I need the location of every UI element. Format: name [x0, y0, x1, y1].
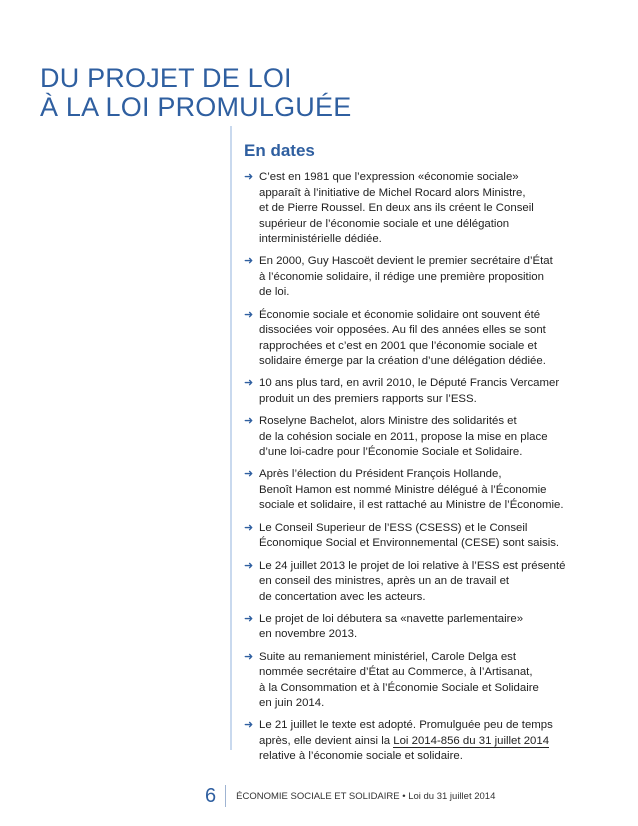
timeline-item-line: de la cohésion sociale en 2011, propose la mise en place	[259, 430, 548, 443]
law-reference-link[interactable]: Loi 2014-856 du 31 juillet 2014	[393, 734, 550, 747]
timeline-item-line: Après l’élection du Président François Hollande,	[259, 468, 502, 481]
section-heading: En dates	[244, 141, 315, 160]
arrow-right-icon: ➜	[244, 468, 254, 481]
timeline-item	[244, 650, 584, 712]
timeline-item-line: 10 ans plus tard, en avril 2010, le Député Francis Vercamer	[259, 377, 560, 390]
timeline-item-line: solidaire émerge par la création d’une délégation dédiée.	[259, 355, 546, 368]
timeline-item-line: sociale et solidaire, il est rattaché au Ministre de l’Économie.	[259, 499, 564, 512]
timeline-item-line: Le Conseil Superieur de l’ESS (CSESS) et le Conseil	[259, 521, 528, 534]
timeline-item	[244, 612, 584, 643]
timeline-item-line: à l’économie solidaire, il rédige une première proposition	[259, 270, 544, 283]
arrow-right-icon: ➜	[244, 612, 254, 625]
arrow-right-icon: ➜	[244, 308, 254, 321]
timeline-item	[244, 414, 584, 461]
vertical-rule	[230, 126, 232, 750]
timeline-item-line: en novembre 2013.	[259, 628, 358, 641]
arrow-right-icon: ➜	[244, 650, 254, 663]
arrow-right-icon: ➜	[244, 255, 254, 268]
page-number: 6	[205, 785, 217, 807]
timeline-item-line: Économie sociale et économie solidaire ont souvent été	[259, 308, 541, 321]
timeline-item-line: en juin 2014.	[259, 697, 325, 710]
timeline-item-line: En 2000, Guy Hascoët devient le premier secrétaire d’État	[259, 255, 553, 268]
page-title	[40, 64, 351, 122]
timeline-item	[244, 467, 584, 514]
timeline-item	[244, 308, 584, 370]
timeline-item	[244, 170, 584, 248]
arrow-right-icon: ➜	[244, 521, 254, 534]
timeline-item-line: et de Pierre Roussel. En deux ans ils créent le Conseil	[259, 202, 534, 214]
page-footer	[205, 783, 495, 807]
timeline-item-line	[259, 734, 584, 750]
arrow-right-icon: ➜	[244, 415, 254, 428]
timeline-list	[244, 170, 584, 772]
timeline-item-line: relative à l’économie sociale et solidaire.	[259, 750, 463, 763]
timeline-item-line: Roselyne Bachelot, alors Ministre des solidarités et	[259, 415, 517, 428]
timeline-item-text: après, elle devient ainsi la	[259, 734, 394, 747]
timeline-item-line: à la Consommation et à l’Économie Sociale et Solidaire	[259, 681, 539, 694]
timeline-item-line: interministérielle dédiée.	[259, 233, 382, 245]
arrow-right-icon: ➜	[244, 719, 254, 732]
timeline-item-line: Économique Social et Environnemental (CESE) sont saisis.	[259, 537, 560, 550]
timeline-item-line: de loi.	[259, 286, 290, 299]
footer-text: ÉCONOMIE SOCIALE ET SOLIDAIRE • Loi du 31 juillet 2014	[236, 791, 496, 802]
timeline-item-line: produit un des premiers rapports sur l’ESS.	[259, 392, 477, 405]
timeline-item-line: C’est en 1981 que l’expression «économie sociale»	[259, 171, 519, 183]
timeline-item-line: rapprochées et c’est en 2001 que l’économie sociale et	[259, 339, 537, 352]
timeline-item-line: Le projet de loi débutera sa «navette parlementaire»	[259, 612, 524, 625]
timeline-item-line: Benoît Hamon est nommé Ministre délégué à l’Économie	[259, 483, 547, 496]
arrow-right-icon: ➜	[244, 559, 254, 572]
timeline-item	[244, 718, 584, 765]
timeline-item-line: d’une loi-cadre pour l’Économie Sociale et Solidaire.	[259, 446, 523, 459]
timeline-item-line: Suite au remaniement ministériel, Carole Delga est	[259, 650, 517, 663]
timeline-item	[244, 559, 584, 606]
timeline-item	[244, 376, 584, 407]
timeline-item-line: apparaît à l’initiative de Michel Rocard alors Ministre,	[259, 186, 526, 199]
timeline-item	[244, 521, 584, 552]
timeline-item-line: de concertation avec les acteurs.	[259, 590, 426, 603]
timeline-item-line: Le 24 juillet 2013 le projet de loi relative à l’ESS est présenté	[259, 559, 566, 572]
timeline-item-line: nommée secrétaire d’État au Commerce, à l’Artisanat,	[259, 666, 533, 679]
arrow-right-icon: ➜	[244, 171, 254, 183]
timeline-item-line: en conseil des ministres, après un an de travail et	[259, 575, 510, 588]
footer-divider	[225, 785, 226, 807]
timeline-item-line: Le 21 juillet le texte est adopté. Promulguée peu de temps	[259, 719, 553, 732]
timeline-item	[244, 254, 584, 301]
timeline-item-line: supérieur de l’économie sociale et une délégation	[259, 217, 510, 230]
arrow-right-icon: ➜	[244, 377, 254, 390]
page-title-line-1: DU PROJET DE LOI	[40, 63, 292, 93]
page-title-line-2: À LA LOI PROMULGUÉE	[40, 92, 352, 122]
timeline-item-line: dissociées voir opposées. Au fil des années elles se sont	[259, 324, 546, 337]
